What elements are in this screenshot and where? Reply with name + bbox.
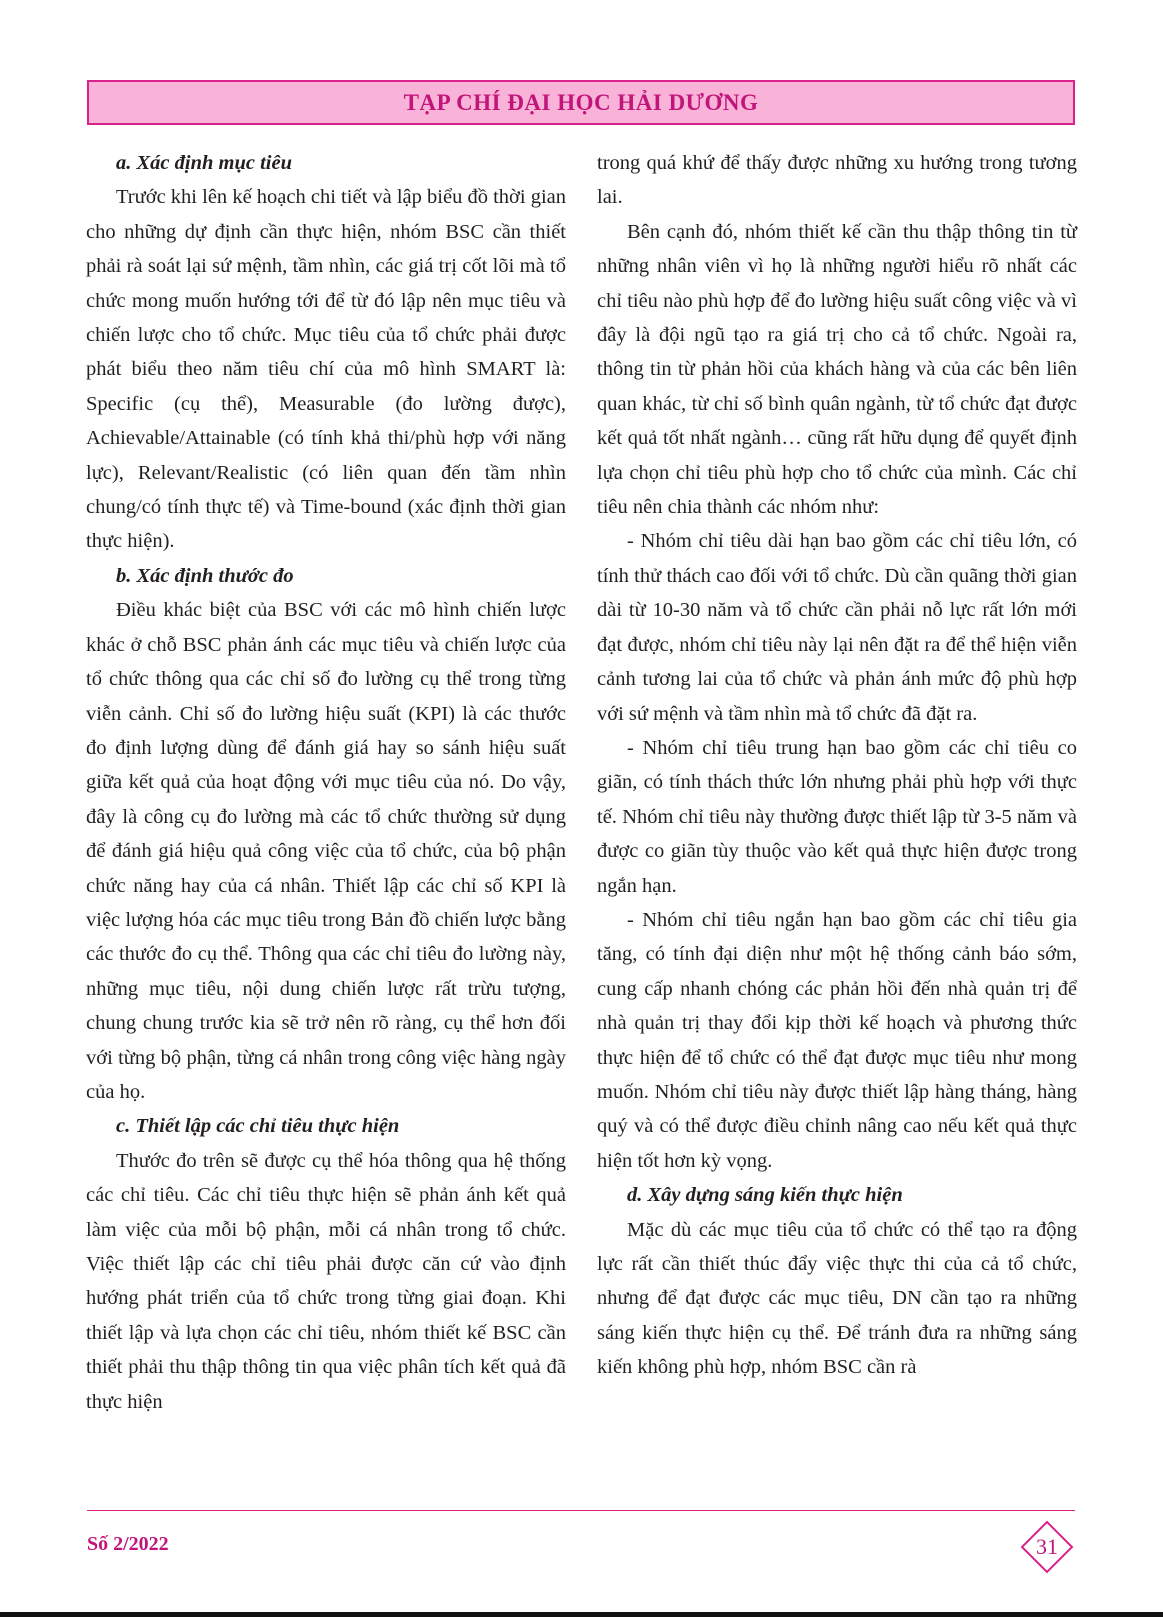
page-number: 31	[1036, 1534, 1058, 1559]
section-heading-d: d. Xây dựng sáng kiến thực hiện	[627, 1184, 903, 1207]
paragraph-mid-term-targets: - Nhóm chỉ tiêu trung hạn bao gồm các chỉ tiêu co giãn, có tính thách thức lớn nhưng phải phù hợp với thực tế. Nhóm chỉ tiêu này thường được thiết lập từ 3-5 năm và được co giãn tùy thuộc vào kết quả thực hiện được trong ngắn hạn.	[597, 736, 1077, 897]
journal-title: TẠP CHÍ ĐẠI HỌC HẢI DƯƠNG	[403, 89, 759, 115]
page-number-badge	[1020, 1520, 1074, 1574]
left-column	[86, 146, 566, 1419]
section-heading-a: a. Xác định mục tiêu	[116, 152, 292, 174]
right-column	[597, 146, 1077, 1385]
paragraph-d: Mặc dù các mục tiêu của tổ chức có thể tạo ra động lực rất cần thiết thúc đẩy việc thực thi của cả tổ chức, nhưng để đạt được các mục tiêu, DN cần tạo ra những sáng kiến thực hiện cụ thể. Để tránh đưa ra những sáng kiến không phù hợp, nhóm BSC cần rà	[597, 1218, 1077, 1379]
paragraph-b: Điều khác biệt của BSC với các mô hình chiến lược khác ở chỗ BSC phản ánh các mục tiêu và chiến lược của tổ chức thông qua các chỉ số đo lường cụ thể trong từng viễn cảnh. Chỉ số đo lường hiệu suất (KPI) là các thước đo định lượng dùng để đánh giá hay so sánh hiệu suất giữa kết quả của hoạt động với mục tiêu của nó. Do vậy, đây là công cụ đo lường mà các tổ chức thường sử dụng để đánh giá hiệu quả công việc của tổ chức, của bộ phận chức năng hay của cá nhân. Thiết lập các chỉ số KPI là việc lượng hóa các mục tiêu trong Bản đồ chiến lược bằng các thước đo cụ thể. Thông qua các chỉ tiêu đo lường này, những mục tiêu, nội dung chiến lược rất trừu tượng, chung chung trước kia sẽ trở nên rõ ràng, cụ thể hơn đối với từng bộ phận, từng cá nhân trong công việc hàng ngày của họ.	[86, 599, 566, 1103]
section-heading-c: c. Thiết lập các chỉ tiêu thực hiện	[116, 1115, 400, 1138]
paragraph-short-term-targets: - Nhóm chỉ tiêu ngắn hạn bao gồm các chỉ tiêu gia tăng, có tính đại diện như một hệ thống cảnh báo sớm, cung cấp nhanh chóng các phản hồi đến nhà quản trị để nhà quản trị thay đổi kịp thời kế hoạch và phương thức thực hiện để tổ chức có thể đạt được mục tiêu như mong muốn. Nhóm chỉ tiêu này được thiết lập hàng tháng, hàng quý và có thể được điều chỉnh nâng cao nếu kết quả thực hiện tốt hơn kỳ vọng.	[597, 908, 1077, 1172]
paragraph-data-collection: Bên cạnh đó, nhóm thiết kế cần thu thập thông tin từ những nhân viên vì họ là những người hiểu rõ nhất các chỉ tiêu nào phù hợp để đo lường hiệu suất công việc và vì đây là đội ngũ tạo ra giá trị cho cả tổ chức. Ngoài ra, thông tin từ phản hồi của khách hàng và của các bên liên quan khác, từ chỉ số bình quân ngành, từ tổ chức đạt được kết quả tốt nhất ngành… cũng rất hữu dụng để quyết định lựa chọn chỉ tiêu phù hợp cho tổ chức của mình. Các chỉ tiêu nên chia thành các nhóm như:	[597, 220, 1077, 519]
paragraph-long-term-targets: - Nhóm chỉ tiêu dài hạn bao gồm các chỉ tiêu lớn, có tính thử thách cao đối với tổ chức. Dù cần quãng thời gian dài từ 10-30 năm và tổ chức cần phải nỗ lực rất lớn mới đạt được, nhóm chỉ tiêu này lại nên đặt ra để thể hiện viễn cảnh tương lai của tổ chức và phản ánh mức độ phù hợp với sứ mệnh và tầm nhìn mà tổ chức đã đặt ra.	[597, 530, 1077, 725]
footer-divider	[87, 1510, 1075, 1511]
paragraph-a: Trước khi lên kế hoạch chi tiết và lập biểu đồ thời gian cho những dự định cần thực hiện, nhóm BSC cần thiết phải rà soát lại sứ mệnh, tầm nhìn, các giá trị cốt lõi mà tổ chức mong muốn hướng tới để từ đó lập nên mục tiêu và chiến lược cho tổ chức. Mục tiêu của tổ chức phải được phát biểu theo năm tiêu chí của mô hình SMART là: Specific (cụ thể), Measurable (đo lường được), Achievable/Attainable (có tính khả thi/phù hợp với năng lực), Relevant/Realistic (có liên quan đến tầm nhìn chung/có tính thực tế) và Time-bound (xác định thời gian thực hiện).	[86, 186, 566, 553]
paragraph-continuation: trong quá khứ để thấy được những xu hướng trong tương lai.	[597, 152, 1077, 209]
bottom-edge-rule	[0, 1612, 1163, 1617]
issue-number: Số 2/2022	[87, 1533, 169, 1555]
journal-header-banner	[87, 80, 1075, 125]
paragraph-c: Thước đo trên sẽ được cụ thể hóa thông qua hệ thống các chỉ tiêu. Các chỉ tiêu thực hiện sẽ phản ánh kết quả làm việc của mỗi bộ phận, mỗi cá nhân trong tổ chức. Việc thiết lập các chỉ tiêu phải được căn cứ vào định hướng phát triển của tổ chức trong từng giai đoạn. Khi thiết lập và lựa chọn các chỉ tiêu, nhóm thiết kế BSC cần thiết phải thu thập thông tin qua việc phân tích kết quả đã thực hiện	[86, 1149, 566, 1413]
section-heading-b: b. Xác định thước đo	[116, 564, 294, 587]
